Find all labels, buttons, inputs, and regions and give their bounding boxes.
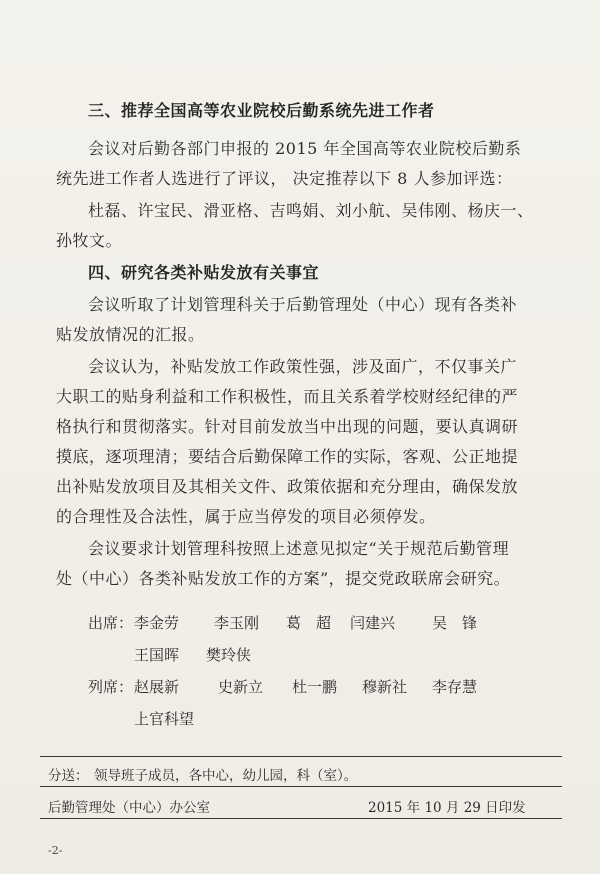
present-name-5: 吴 锋: [432, 614, 478, 632]
section-3-heading: 三、推荐全国高等农业院校后勤系统先进工作者: [88, 101, 435, 120]
present-name-6: 王国晖: [134, 646, 180, 664]
present-name-4: 闫建兴: [350, 614, 396, 632]
present-name-7: 樊玲侠: [206, 646, 252, 664]
observer-name-3: 杜一鹏: [292, 678, 338, 696]
section-4-para3-line1: 会议要求计划管理科按照上述意见拟定“关于规范后勤管理: [88, 539, 510, 558]
section-4-para2-line5: 出补贴发放项目及其相关文件、政策依据和充分理由，确保发放: [56, 477, 519, 496]
cc-label: 分送：: [48, 768, 89, 784]
page-number: -2-: [48, 844, 63, 857]
section-4-para3-line2: 处（中心）各类补贴发放工作的方案”，提交党政联席会研究。: [56, 569, 511, 588]
footer-rule-top: [40, 756, 562, 757]
present-label: 出席：: [88, 614, 134, 632]
observer-name-1: 赵展新: [134, 678, 180, 696]
section-3-para2-line2: 孙牧文。: [56, 231, 123, 250]
section-4-para2-line4: 摸底，逐项理清；要结合后勤保障工作的实际，客观、公正地提: [56, 447, 519, 466]
cc-recipients: 领导班子成员，各中心，幼儿园，科（室）。: [94, 768, 358, 784]
present-name-1: 李金劳: [134, 614, 180, 632]
observer-name-4: 穆新社: [362, 678, 408, 696]
observer-name-6: 上官科望: [134, 710, 195, 728]
footer-rule-bottom: [40, 818, 562, 819]
section-4-para1-line2: 贴发放情况的汇报。: [56, 325, 205, 344]
section-4-para2-line6: 的合理性及合法性，属于应当停发的项目必须停发。: [56, 507, 436, 526]
section-4-para1-line1: 会议听取了计划管理科关于后勤管理处（中心）现有各类补: [88, 295, 518, 314]
section-3-para1-line1: 会议对后勤各部门申报的 2015 年全国高等农业院校后勤系: [88, 139, 522, 158]
observer-label: 列席：: [88, 678, 134, 696]
observer-name-5: 李存慧: [432, 678, 478, 696]
issuing-office: 后勤管理处（中心）办公室: [48, 800, 210, 816]
section-3-para1-line2: 统先进工作者人选进行了评议， 决定推荐以下 8 人参加评选：: [56, 169, 513, 188]
footer-rule-middle: [40, 786, 562, 787]
section-3-para2-line1: 杜磊、许宝民、滑亚格、吉鸣娟、刘小航、吴伟刚、杨庆一、: [88, 201, 534, 220]
observer-name-2: 史新立: [218, 678, 264, 696]
section-4-para2-line3: 格执行和贯彻落实。针对目前发放当中出现的问题，要认真调研: [56, 417, 519, 436]
section-4-para2-line2: 大职工的贴身利益和工作积极性，而且关系着学校财经纪律的严: [56, 387, 519, 406]
issue-date: 2015 年 10 月 29 日印发: [368, 800, 526, 816]
present-name-2: 李玉刚: [214, 614, 260, 632]
section-4-para2-line1: 会议认为，补贴发放工作政策性强，涉及面广，不仅事关广: [88, 357, 518, 376]
present-name-3: 葛 超: [286, 614, 332, 632]
section-4-heading: 四、研究各类补贴发放有关事宜: [88, 263, 320, 282]
